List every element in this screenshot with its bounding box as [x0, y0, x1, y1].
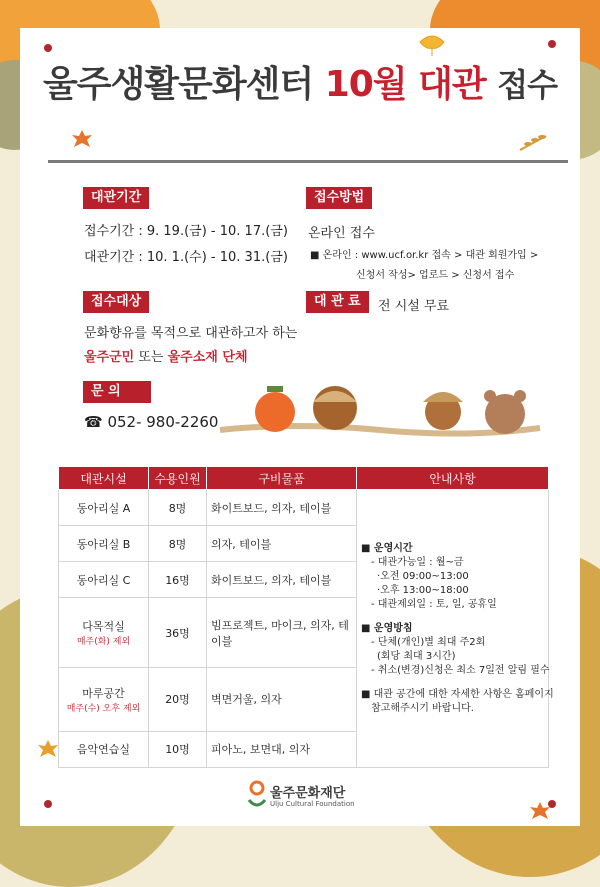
- facility-name-cell: [59, 598, 149, 668]
- facility-exception: 매주(수) 오후 제외: [66, 703, 141, 714]
- table-row: [59, 490, 549, 526]
- facility-name: 다목적실: [82, 620, 125, 634]
- pin-icon: [44, 44, 52, 52]
- target-residents: 울주군민: [84, 350, 135, 365]
- receipt-period: 접수기간 : 9. 19.(금) - 10. 17.(금): [84, 224, 288, 239]
- facility-items: 빔프로젝트, 마이크, 의자, 테이블: [207, 598, 357, 668]
- foundation-logo-icon: [246, 780, 268, 810]
- page-title: [0, 56, 600, 107]
- facility-items: 의자, 테이블: [207, 526, 357, 562]
- header-notes: 안내사항: [357, 467, 549, 490]
- period-tag: 대관기간: [83, 187, 149, 209]
- notes-cell: [357, 490, 554, 768]
- notes-policy-1: - 단체(개인)별 최대 주2회: [371, 636, 486, 648]
- facility-name-cell: [59, 668, 149, 732]
- header-capacity: 수용인원: [149, 467, 207, 490]
- target-groups: 울주소재 단체: [167, 350, 248, 365]
- method-tag: 접수방법: [306, 187, 372, 209]
- facility-name: 동아리실 C: [59, 562, 149, 598]
- method-detail-1: ■ 온라인 : www.ucf.or.kr 접속 > 대관 회원가입 >: [310, 250, 539, 261]
- target-line-2: [84, 346, 248, 365]
- title-receipt: 접수: [497, 66, 558, 104]
- pin-icon: [548, 40, 556, 48]
- maple-leaf-icon: [528, 800, 552, 822]
- target-or: 또는: [134, 350, 168, 365]
- facility-capacity: 8명: [149, 526, 207, 562]
- facility-items: 벽면거울, 의자: [207, 668, 357, 732]
- notes-policy-2: - 취소(변경)신청은 최소 7일전 알림 필수: [371, 664, 550, 676]
- ginkgo-leaf-icon: [418, 34, 446, 58]
- notes-info-1: ■ 대관 공간에 대한 자세한 사항은 홈페이지: [361, 688, 554, 700]
- foundation-name-en: Ulju Cultural Foundation: [270, 800, 355, 808]
- rental-period: 대관기간 : 10. 1.(수) - 10. 31.(금): [84, 250, 288, 265]
- facility-name: 음악연습실: [59, 731, 149, 767]
- facility-capacity: 20명: [149, 668, 207, 732]
- facility-exception: 매주(화) 제외: [76, 637, 131, 648]
- facility-capacity: 10명: [149, 731, 207, 767]
- notes-info-2: 참고해주시기 바랍니다.: [371, 702, 474, 714]
- maple-leaf-icon: [36, 738, 60, 760]
- contact-phone: ☎ 052- 980-2260: [84, 413, 219, 431]
- facility-name: 마루공간: [82, 686, 125, 700]
- facility-capacity: 16명: [149, 562, 207, 598]
- facility-capacity: 36명: [149, 598, 207, 668]
- method-detail-2: 신청서 작성> 업로드 > 신청서 접수: [356, 270, 515, 281]
- title-center-name: 울주생활문화센터: [42, 64, 314, 105]
- table-header-row: [59, 467, 549, 490]
- facility-table: [58, 466, 554, 768]
- title-month: 10월 대관: [324, 64, 486, 105]
- facility-name: 동아리실 A: [59, 490, 149, 526]
- foundation-name: 울주문화재단: [270, 786, 346, 801]
- notes-hours-days: - 대관가능일 : 월~금: [371, 556, 464, 568]
- facility-name: 동아리실 B: [59, 526, 149, 562]
- fee-value: 전 시설 무료: [378, 299, 450, 314]
- characters-illustration: [215, 372, 545, 452]
- facility-capacity: 8명: [149, 490, 207, 526]
- notes-policy-title: ■ 운영방침: [361, 622, 413, 634]
- fee-tag: 대 관 료: [306, 291, 369, 313]
- divider: [48, 160, 568, 163]
- method-online: 온라인 접수: [308, 226, 375, 241]
- notes-policy-1b: (회당 최대 3시간): [377, 650, 456, 662]
- facility-items: 피아노, 보면대, 의자: [207, 731, 357, 767]
- maple-leaf-icon: [70, 128, 94, 150]
- pin-icon: [44, 800, 52, 808]
- header-items: 구비물품: [207, 467, 357, 490]
- header-facility: 대관시설: [59, 467, 149, 490]
- wheat-icon: [518, 132, 548, 152]
- notes-hours-except: - 대관제외일 : 토, 일, 공휴일: [371, 598, 497, 610]
- notes-hours-title: ■ 운영시간: [361, 542, 413, 554]
- target-line-1: 문화향유를 목적으로 대관하고자 하는: [84, 326, 298, 341]
- facility-items: 화이트보드, 의자, 테이블: [207, 490, 357, 526]
- target-tag: 접수대상: [83, 291, 149, 313]
- notes-hours-am: ·오전 09:00~13:00: [377, 570, 469, 582]
- facility-items: 화이트보드, 의자, 테이블: [207, 562, 357, 598]
- contact-tag: 문 의: [83, 381, 151, 403]
- notes-hours-pm: ·오후 13:00~18:00: [377, 584, 469, 596]
